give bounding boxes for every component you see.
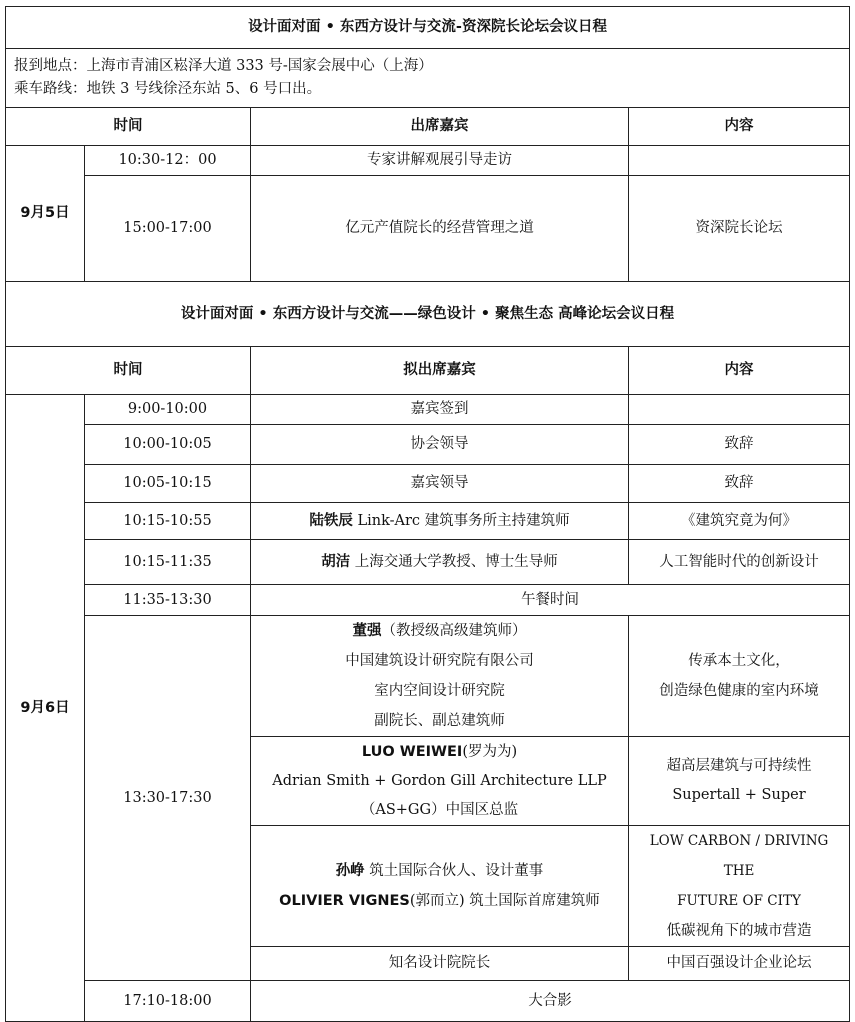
forum2-title: 设计面对面 • 东西方设计与交流——绿色设计 • 聚焦生态 高峰论坛会议日程 xyxy=(6,282,850,347)
guest-line: (罗为为) xyxy=(462,743,518,760)
guest-cell xyxy=(251,540,629,585)
content-cell xyxy=(629,826,850,947)
guest-line: 室内空间设计研究院 xyxy=(374,683,505,699)
guest-line: （AS+GG）中国区总监 xyxy=(360,801,519,818)
content-cell xyxy=(629,146,850,176)
content-cell: 中国百强设计企业论坛 xyxy=(629,947,850,981)
guest-name: OLIVIER VIGNES xyxy=(279,893,410,909)
content-line: 超高层建筑与可持续性 xyxy=(666,758,812,774)
time-cell: 10:00-10:05 xyxy=(85,425,251,465)
guest-desc: Link-Arc 建筑事务所主持建筑师 xyxy=(352,512,570,529)
time-cell: 9:00-10:00 xyxy=(85,395,251,425)
guest-line: 副院长、副总建筑师 xyxy=(374,713,505,729)
time-cell: 13:30-17:30 xyxy=(85,616,251,981)
schedule-table xyxy=(5,6,850,1022)
content-cell xyxy=(629,737,850,826)
guest-cell: 协会领导 xyxy=(251,425,629,465)
content-line: 创造绿色健康的室内环境 xyxy=(659,683,819,699)
guest-cell xyxy=(251,826,629,947)
route-line: 乘车路线：地铁 3 号线徐泾东站 5、6 号口出。 xyxy=(14,81,322,97)
guest-cell: 亿元产值院长的经营管理之道 xyxy=(251,176,629,282)
guest-line: Adrian Smith + Gordon Gill Architecture LLP xyxy=(272,772,607,789)
time-cell: 11:35-13:30 xyxy=(85,585,251,616)
guest-cell: 知名设计院院长 xyxy=(251,947,629,981)
guest-cell xyxy=(251,616,629,737)
content-line: Supertall + Super xyxy=(672,787,806,803)
guest-name: LUO WEIWEI xyxy=(361,743,463,760)
time-cell: 15:00-17:00 xyxy=(85,176,251,282)
header-content: 内容 xyxy=(629,108,850,146)
guest-desc: 筑土国际合伙人、设计董事 xyxy=(364,863,544,879)
date-cell-day1: 9月5日 xyxy=(6,146,85,282)
address-line: 报到地点：上海市青浦区崧泽大道 333 号-国家会展中心（上海） xyxy=(14,58,433,74)
time-cell: 10:05-10:15 xyxy=(85,465,251,503)
forum1-title: 设计面对面 • 东西方设计与交流-资深院长论坛会议日程 xyxy=(6,7,850,49)
content-line: 传承本土文化， xyxy=(688,653,790,669)
header-time: 时间 xyxy=(6,108,251,146)
content-line: LOW CARBON / DRIVING THE xyxy=(649,833,829,879)
guest-cell: 嘉宾签到 xyxy=(251,395,629,425)
guest-name: 陆铁辰 xyxy=(309,512,353,529)
guest-desc: (郭而立) 筑土国际首席建筑师 xyxy=(409,893,600,909)
content-line: FUTURE OF CITY xyxy=(677,893,801,909)
time-cell: 10:15-10:55 xyxy=(85,503,251,540)
content-cell xyxy=(629,616,850,737)
header-time: 时间 xyxy=(6,347,251,395)
content-cell: 资深院长论坛 xyxy=(629,176,850,282)
header-content: 内容 xyxy=(629,347,850,395)
content-cell: 人工智能时代的创新设计 xyxy=(629,540,850,585)
guest-cell xyxy=(251,503,629,540)
guest-cell: 嘉宾领导 xyxy=(251,465,629,503)
guest-desc: 上海交通大学教授、博士生导师 xyxy=(350,553,558,570)
header-guest: 拟出席嘉宾 xyxy=(251,347,629,395)
guest-line: 中国建筑设计研究院有限公司 xyxy=(345,653,534,669)
time-cell: 10:30-12：00 xyxy=(85,146,251,176)
date-cell-day2: 9月6日 xyxy=(6,395,85,1022)
guest-name: 孙峥 xyxy=(335,863,365,879)
guest-name: 董强 xyxy=(352,623,382,639)
guest-line: （教授级高级建筑师） xyxy=(381,623,527,639)
content-cell: 《建筑究竟为何》 xyxy=(629,503,850,540)
lunch-cell: 午餐时间 xyxy=(251,585,850,616)
guest-name: 胡洁 xyxy=(321,553,351,570)
content-cell xyxy=(629,395,850,425)
time-cell: 17:10-18:00 xyxy=(85,981,251,1022)
forum1-info xyxy=(6,49,850,108)
guest-cell: 专家讲解观展引导走访 xyxy=(251,146,629,176)
time-cell: 10:15-11:35 xyxy=(85,540,251,585)
content-line: 低碳视角下的城市营造 xyxy=(666,923,812,939)
content-cell: 致辞 xyxy=(629,425,850,465)
header-guest: 出席嘉宾 xyxy=(251,108,629,146)
content-cell: 致辞 xyxy=(629,465,850,503)
guest-cell xyxy=(251,737,629,826)
group-photo-cell: 大合影 xyxy=(251,981,850,1022)
